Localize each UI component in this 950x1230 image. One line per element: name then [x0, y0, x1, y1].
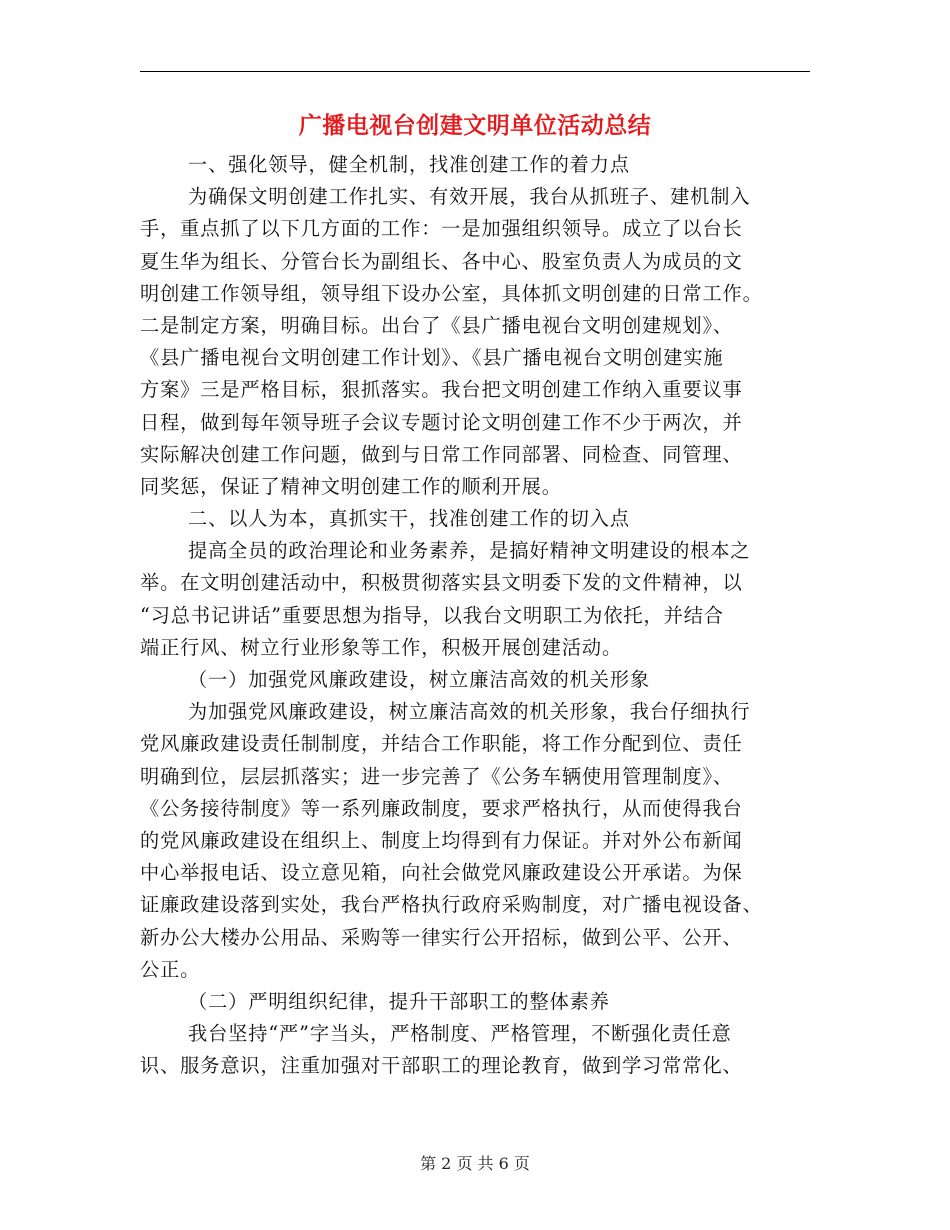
document-title: 广播电视台创建文明单位活动总结	[298, 113, 652, 139]
text-line: 《公务接待制度》等一系列廉政制度，要求严格执行，从而使得我台	[140, 796, 743, 820]
text-line: 党风廉政建设责任制制度，并结合工作职能，将工作分配到位、责任	[140, 732, 743, 756]
text-line: 二是制定方案，明确目标。出台了《县广播电视台文明创建规划》、	[140, 313, 734, 337]
text-line: “习总书记讲话”重要思想为指导，以我台文明职工为依托，并结合	[140, 603, 724, 627]
text-line: 明确到位，层层抓落实；进一步完善了《公务车辆使用管理制度》、	[140, 764, 734, 788]
text-line: （一）加强党风廉政建设，树立廉洁高效的机关形象	[188, 668, 651, 691]
text-line: 明创建工作领导组，领导组下设办公室，具体抓文明创建的日常工作。	[140, 281, 763, 305]
text-line: 同奖惩，保证了精神文明创建工作的顺利开展。	[140, 474, 562, 498]
text-line: 为加强党风廉政建设，树立廉洁高效的机关形象，我台仔细执行	[188, 700, 751, 724]
header-rule	[140, 71, 810, 72]
text-line: 公正。	[140, 957, 201, 981]
text-line: 举。在文明创建活动中，积极贯彻落实县文明委下发的文件精神，以	[140, 571, 743, 595]
text-line: 证廉政建设落到实处，我台严格执行政府采购制度，对广播电视设备、	[140, 893, 763, 917]
text-line: 为确保文明创建工作扎实、有效开展，我台从抓班子、建机制入	[188, 185, 751, 209]
text-line: 提高全员的政治理论和业务素养，是搞好精神文明建设的根本之	[188, 539, 751, 563]
text-line: 二、以人为本，真抓实干，找准创建工作的切入点	[188, 507, 630, 531]
text-line: 日程，做到每年领导班子会议专题讨论文明创建工作不少于两次，并	[140, 410, 743, 434]
text-line: 识、服务意识，注重加强对干部职工的理论教育，做到学习常常化、	[140, 1054, 743, 1078]
text-line: 我台坚持“严”字当头，严格制度、严格管理，不断强化责任意	[188, 1022, 732, 1046]
document-body	[140, 149, 810, 1082]
text-line: 夏生华为组长、分管台长为副组长、各中心、股室负责人为成员的文	[140, 249, 743, 273]
text-line: 中心举报电话、设立意见箱，向社会做党风廉政建设公开承诺。为保	[140, 861, 743, 885]
text-line: 端正行风、树立行业形象等工作，积极开展创建活动。	[140, 635, 623, 659]
page-footer: 第 2 页 共 6 页	[420, 1154, 530, 1173]
text-line: 一、强化领导，健全机制，找准创建工作的着力点	[188, 153, 630, 176]
text-line: （二）严明组织纪律，提升干部职工的整体素养	[188, 989, 610, 1013]
text-line: 方案》三是严格目标，狠抓落实。我台把文明创建工作纳入重要议事	[140, 378, 743, 402]
text-line: 实际解决创建工作问题，做到与日常工作同部署、同检查、同管理、	[140, 442, 743, 466]
text-line: 的党风廉政建设在组织上、制度上均得到有力保证。并对外公布新闻	[140, 828, 743, 852]
text-line: 手，重点抓了以下几方面的工作：一是加强组织领导。成立了以台长	[140, 217, 743, 241]
text-line: 《县广播电视台文明创建工作计划》、《县广播电视台文明创建实施	[140, 346, 724, 370]
text-line: 新办公大楼办公用品、采购等一律实行公开招标，做到公平、公开、	[140, 925, 743, 949]
